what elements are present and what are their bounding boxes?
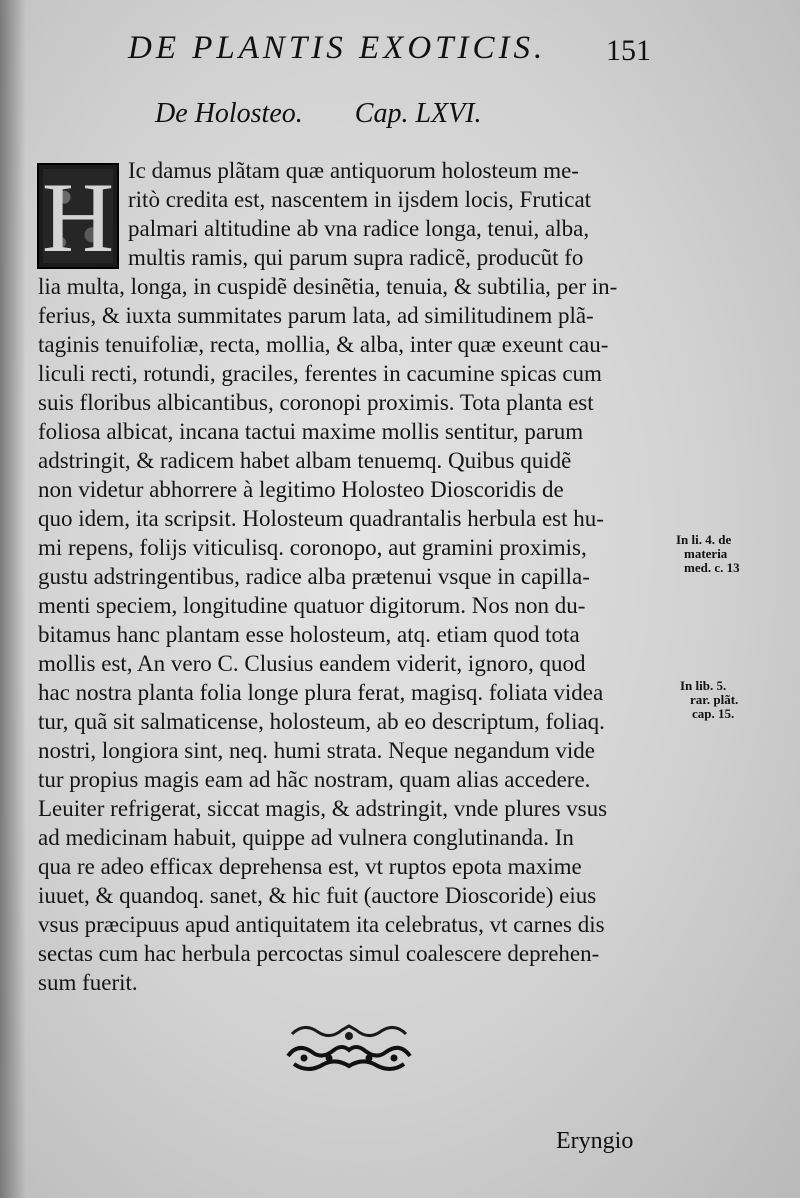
text-line: suis floribus albicantibus, coronopi proximis. Tota planta est — [38, 390, 594, 415]
text-line: Leuiter refrigerat, siccat magis, & adstringit, vnde plures vsus — [38, 796, 608, 821]
margin-note-clusius: In lib. 5. rar. plãt. cap. 15. — [680, 678, 739, 721]
text-line: gustu adstringentibus, radice alba prætenui vsque in capilla- — [38, 564, 590, 589]
text-line: tur, quã sit salmaticense, holosteum, ab eo descriptum, foliaq. — [38, 709, 605, 734]
initial-letter: H — [41, 162, 115, 273]
text-line: hac nostra planta folia longe plura ferat, magisq. foliata videa — [38, 680, 604, 705]
chapter-title: De Holosteo. — [155, 98, 303, 129]
tailpiece-ornament-icon — [284, 1020, 414, 1076]
text-line: bitamus hanc plantam esse holosteum, atq. etiam quod tota — [38, 622, 580, 647]
text-line: multis ramis, qui parum supra radicẽ, producũt fo — [128, 245, 584, 270]
text-line: ad medicinam habuit, quippe ad vulnera conglutinanda. In — [38, 825, 574, 850]
text-line: foliosa albicat, incana tactui maxime mollis sentitur, parum — [38, 419, 584, 444]
text-line: adstringit, & radicem habet albam tenuemq. Quibus quidẽ — [38, 448, 572, 473]
text-line: ritò credita est, nascentem in ijsdem locis, Fruticat — [128, 187, 592, 212]
text-line: palmari altitudine ab vna radice longa, tenui, alba, — [128, 216, 590, 241]
margin-note-dioscorides: In li. 4. de materia med. c. 13 — [676, 532, 740, 575]
text-line: sum fuerit. — [38, 970, 138, 995]
catchword: Eryngio — [556, 1128, 634, 1154]
text-line: menti speciem, longitudine quatuor digitorum. Nos non du- — [38, 593, 586, 618]
text-line: tur propius magis eam ad hãc nostram, quam alias accedere. — [38, 767, 591, 792]
page-number: 151 — [606, 34, 651, 67]
text-line: mollis est, An vero C. Clusius eandem viderit, ignoro, quod — [38, 651, 586, 676]
text-line: liculi recti, rotundi, graciles, ferentes in cacumine spicas cum — [38, 361, 602, 386]
text-line: mi repens, folijs viticulisq. coronopo, aut gramini proximis, — [38, 535, 587, 560]
text-line: taginis tenuifoliæ, recta, mollia, & alba, inter quæ exeunt cau- — [38, 332, 609, 357]
chapter-number: Cap. LXVI. — [354, 98, 482, 129]
text-line: vsus præcipuus apud antiquitatem ita celebratus, vt carnes dis — [38, 912, 605, 937]
text-line: lia multa, longa, in cuspidẽ desinẽtia, tenuia, & subtilia, per in- — [38, 274, 618, 299]
text-line: nostri, longiora sint, neq. humi strata. Neque negandum vide — [38, 738, 595, 763]
text-line: quo idem, ita scripsit. Holosteum quadrantalis herbula est hu- — [38, 506, 604, 531]
text-line: qua re adeo efficax deprehensa est, vt ruptos epota maxime — [38, 854, 582, 879]
text-line: Ic damus plãtam quæ antiquorum holosteum me- — [128, 158, 579, 183]
text-line: non videtur abhorrere à legitimo Holosteo Dioscoridis de — [38, 477, 564, 502]
text-line: ferius, & iuxta summitates parum lata, ad similitudinem plã- — [38, 303, 594, 328]
text-line: sectas cum hac herbula percoctas simul coalescere deprehen- — [38, 941, 600, 966]
text-line: iuuet, & quandoq. sanet, & hic fuit (auctore Dioscoride) eius — [38, 883, 597, 908]
running-title: DE PLANTIS EXOTICIS. — [128, 30, 547, 66]
